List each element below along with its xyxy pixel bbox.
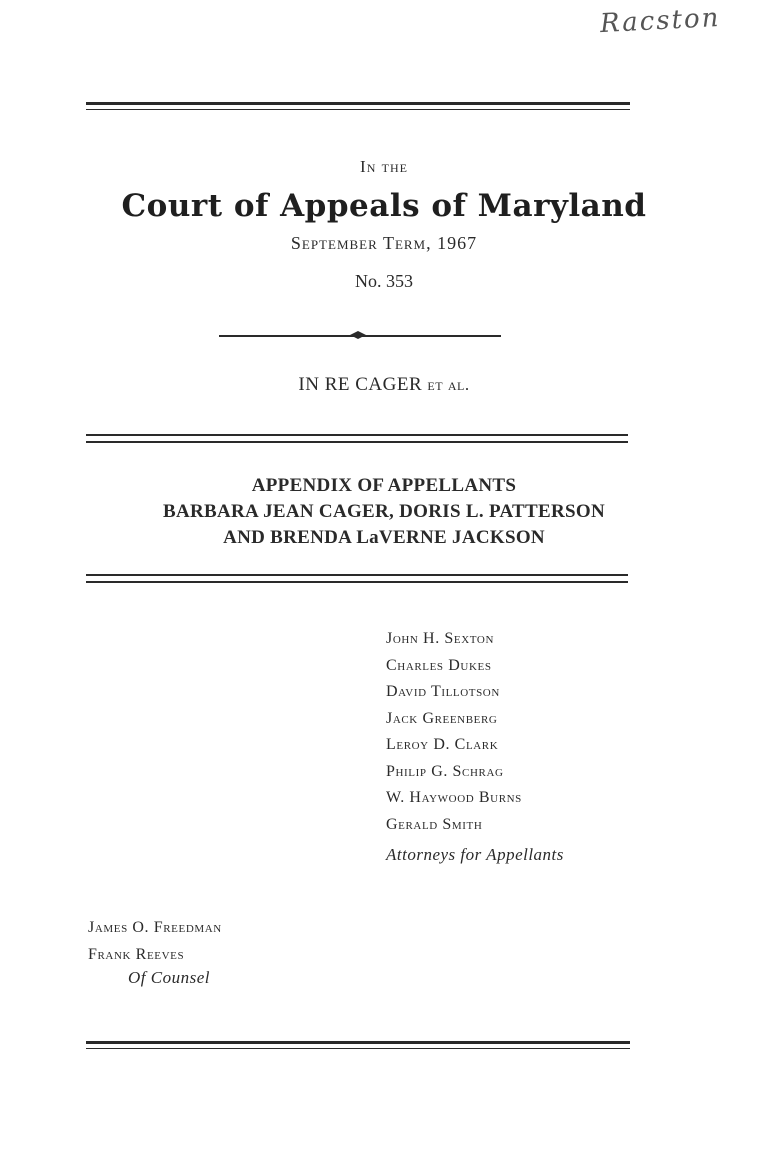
attorney-name: John H. Sexton: [386, 630, 494, 647]
case-name-suffix: et al.: [427, 375, 470, 394]
counsel-name: James O. Freedman: [88, 919, 222, 936]
diamond-ornament: [350, 331, 366, 339]
attorneys-role: Attorneys for Appellants: [386, 845, 564, 864]
appendix-heading: [0, 473, 768, 551]
attorney-name: Gerald Smith: [386, 815, 483, 833]
appendix-line: AND BRENDA LaVERNE JACKSON: [223, 527, 545, 548]
in-the-label: In the: [360, 157, 408, 176]
court-title: Court of Appeals of Maryland: [121, 188, 647, 224]
bottom-double-rule: [86, 1041, 630, 1047]
attorney-name: W. Haywood Burns: [386, 789, 522, 806]
appendix-line: APPENDIX OF APPELLANTS: [251, 475, 517, 496]
term-label: September Term, 1967: [290, 233, 478, 253]
attorney-name: Leroy D. Clark: [386, 736, 499, 753]
attorney-name: David Tillotson: [386, 683, 500, 700]
attorneys-list: [386, 626, 522, 838]
docket-number: No. 353: [355, 271, 413, 291]
appendix-line: BARBARA JEAN CAGER, DORIS L. PATTERSON: [163, 501, 605, 522]
case-name: [0, 374, 768, 396]
appendix-double-rule: [86, 574, 628, 576]
handwritten-note: Racston: [599, 2, 722, 40]
counsel-role: Of Counsel: [128, 968, 210, 987]
case-double-rule: [86, 434, 628, 436]
attorney-name: Philip G. Schrag: [386, 762, 504, 780]
attorney-name: Jack Greenberg: [386, 709, 498, 727]
case-name-main: IN RE CAGER: [298, 374, 423, 395]
attorney-name: Charles Dukes: [386, 656, 492, 674]
counsel-list: [88, 915, 222, 968]
top-double-rule: [86, 102, 630, 108]
counsel-name: Frank Reeves: [88, 945, 185, 963]
